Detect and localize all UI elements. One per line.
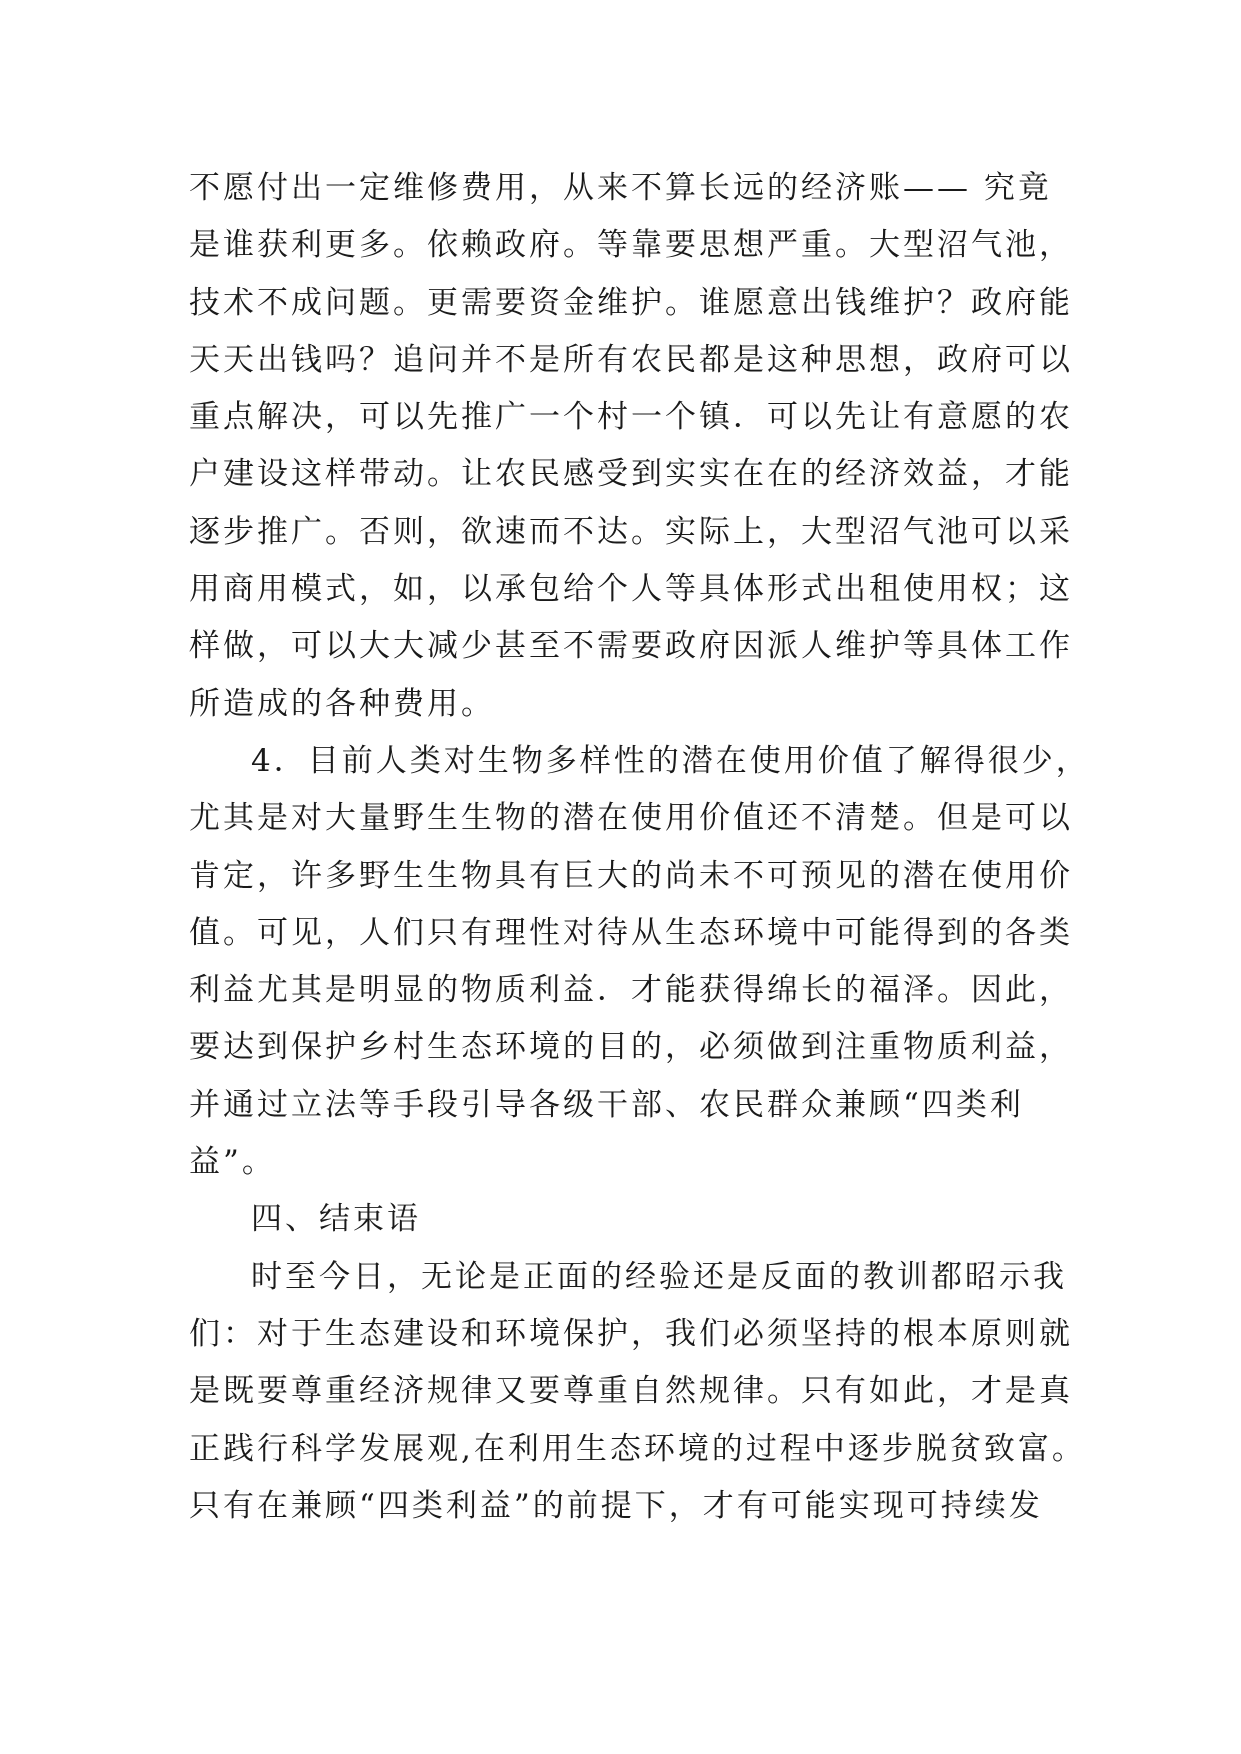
text-line: 用商用模式，如，以承包给个人等具体形式出租使用权；这	[189, 571, 1073, 608]
text-line: 正践行科学发展观,在利用生态环境的过程中逐步脱贫致富。	[189, 1430, 1086, 1467]
text-line: 样做，可以大大减少甚至不需要政府因派人维护等具体工作	[189, 628, 1073, 665]
text-line: 天天出钱吗？追问并不是所有农民都是这种思想，政府可以	[189, 341, 1073, 378]
text-line: 是既要尊重经济规律又要尊重自然规律。只有如此，才是真	[189, 1373, 1073, 1410]
text-line: 4．目前人类对生物多样性的潜在使用价值了解得很少，	[251, 742, 1090, 779]
text-line: 所造成的各种费用。	[189, 685, 495, 722]
text-line: 只有在兼顾“四类利益”的前提下，才有可能实现可持续发	[189, 1487, 1043, 1524]
text-line: 并通过立法等手段引导各级干部、农民群众兼顾“四类利	[189, 1086, 1024, 1123]
body-text	[189, 160, 1090, 1535]
text-line: 利益尤其是明显的物质利益．才能获得绵长的福泽。因此，	[189, 972, 1073, 1009]
section-heading: 四、结束语	[251, 1201, 421, 1238]
text-line: 值。可见，人们只有理性对待从生态环境中可能得到的各类	[189, 914, 1073, 951]
text-line: 们：对于生态建设和环境保护，我们必须坚持的根本原则就	[189, 1315, 1073, 1352]
text-line: 时至今日，无论是正面的经验还是反面的教训都昭示我	[251, 1258, 1067, 1295]
text-line: 不愿付出一定维修费用，从来不算长远的经济账—— 究竟	[189, 170, 1052, 206]
text-line: 益”。	[189, 1144, 276, 1181]
text-line: 重点解决，可以先推广一个村一个镇．可以先让有意愿的农	[189, 399, 1073, 436]
text-line: 逐步推广。否则，欲速而不达。实际上，大型沼气池可以采	[189, 513, 1073, 550]
text-line: 尤其是对大量野生生物的潜在使用价值还不清楚。但是可以	[189, 800, 1073, 837]
text-line: 户建设这样带动。让农民感受到实实在在的经济效益，才能	[189, 456, 1073, 493]
text-line: 要达到保护乡村生态环境的目的，必须做到注重物质利益，	[189, 1029, 1073, 1066]
text-line: 技术不成问题。更需要资金维护。谁愿意出钱维护？政府能	[189, 284, 1073, 321]
text-line: 是谁获利更多。依赖政府。等靠要思想严重。大型沼气池，	[189, 227, 1073, 264]
text-line: 肯定，许多野生生物具有巨大的尚未不可预见的潜在使用价	[189, 857, 1073, 894]
